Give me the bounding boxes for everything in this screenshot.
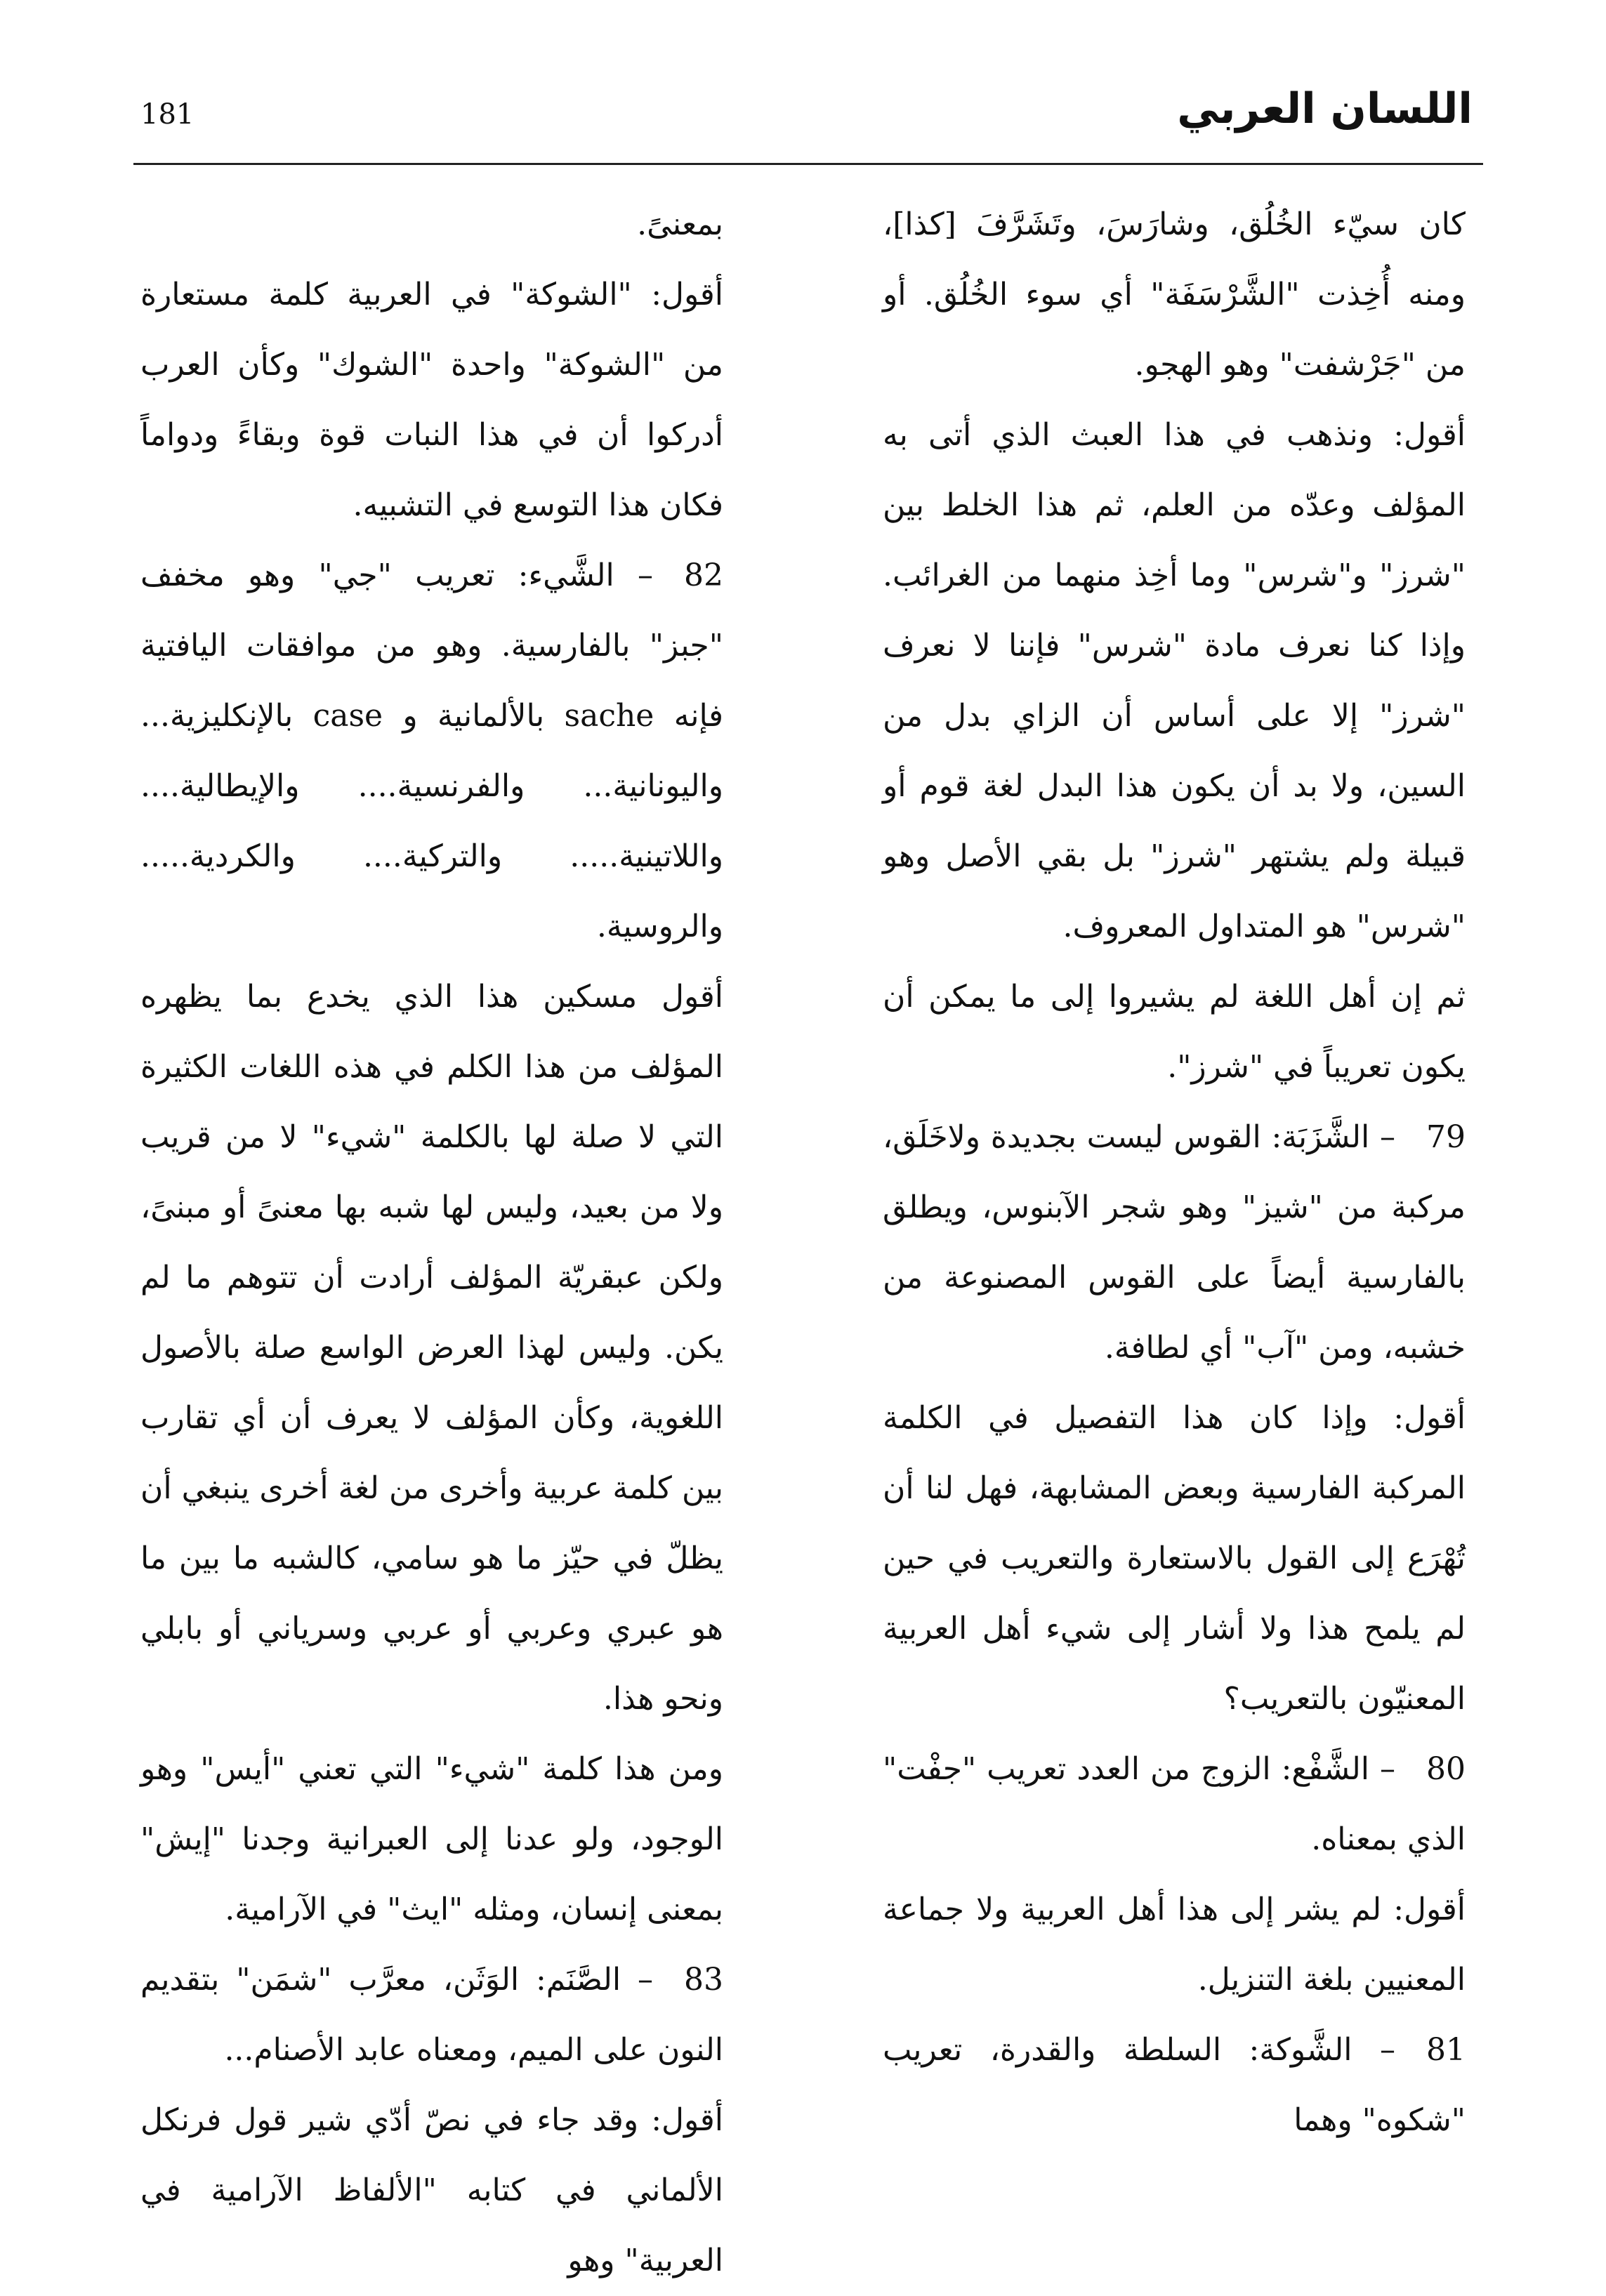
paragraph: كان سيّء الخُلُق، وشارَسَ، وتَشَرَّفَ [كذا]، ومنه أُخِذت "الشَّرْسَفَة" أي سوء الخُلُق. أو من "جَرْشفت" وهو الهجو. — [883, 206, 1466, 383]
entry-text: – الشَّفْع: الزوج من العدد تعريب "جفْت" الذي بمعناه. — [883, 1751, 1466, 1857]
paragraph: ومن هذا كلمة "شيء" التي تعني "أيس" وهو الوجود، ولو عدنا إلى العبرانية وجدنا "إيش" بمعنى إنسان، ومثله "ايث" في الآرامية. — [140, 1751, 723, 1927]
left-column — [140, 190, 723, 2296]
paragraph: أقول: وقد جاء في نصّ أدّي شير قول فرنكل الألماني في كتابه "الألفاظ الآرامية في العربية" وهو — [140, 2102, 723, 2278]
entry-text: – الشَّوكة: السلطة والقدرة، تعريب "شكوه" وهما — [883, 2032, 1466, 2138]
page-number: 181 — [140, 98, 195, 131]
lexicon-entry — [883, 2015, 1466, 2156]
entry-text: – الشَّزَبَة: القوس ليست بجديدة ولاخَلَق، مركبة من "شيز" وهو شجر الآبنوس، ويطلق بالفارسية أيضاً على القوس المصنوعة من خشبه، ومن "آب" أي لطافة. — [883, 1119, 1466, 1366]
entry-number: 81 — [1426, 2032, 1466, 2068]
paragraph: بمعنىً. — [637, 206, 723, 242]
paragraph: أقول مسكين هذا الذي يخدع بما يظهره المؤلف من هذا الكلم في هذه اللغات الكثيرة التي لا صلة لها بالكلمة "شيء" لا من قريب ولا من بعيد، وليس لها شبه بها معنىً أو مبنىً، ولكن عبقريّة المؤلف أرادت أن تتوهم ما لم يكن. وليس لهذا العرض الواسع صلة بالأصول اللغوية، وكأن المؤلف لا يعرف أن أي تقارب بين كلمة عربية وأخرى من لغة أخرى ينبغي أن يظلّ في حيّز ما هو سامي، كالشبه ما بين ما هو عبري وعربي أو عربي وسرياني أو بابلي ونحو هذا. — [140, 979, 723, 1717]
entry-number: 83 — [684, 1962, 723, 1998]
paragraph: أقول: وإذا كان هذا التفصيل في الكلمة المركبة الفارسية وبعض المشابهة، فهل لنا أن تُهْرَع إلى القول بالاستعارة والتعريب في حين لم يلمح هذا ولا أشار إلى شيء أهل العربية المعنيّون بالتعريب؟ — [883, 1400, 1466, 1717]
lexicon-entry — [883, 1734, 1466, 1875]
entry-text: – الصَّنَم: الوَثَن، معرَّب "شمَن" بتقديم النون على الميم، ومعناه عابد الأصنام... — [140, 1962, 723, 2068]
paragraph: ثم إن أهل اللغة لم يشيروا إلى ما يمكن أن يكون تعريباً في "شرز". — [883, 979, 1466, 1085]
lexicon-entry — [140, 1945, 723, 2085]
right-column — [883, 190, 1466, 2156]
paragraph: أقول: ونذهب في هذا العبث الذي أتى به المؤلف وعدّه من العلم، ثم هذا الخلط بين "شرز" و"شرس" وما أخِذ منهما من الغرائب. وإذا كنا نعرف مادة "شرس" فإننا لا نعرف "شرز" إلا على أساس أن الزاي بدل من السين، ولا بد أن يكون هذا البدل لغة قوم أو قبيلة ولم يشتهر "شرز" بل بقي الأصل وهو "شرس" هو المتداول المعروف. — [883, 417, 1466, 944]
lexicon-entry — [140, 541, 723, 962]
paragraph: أقول: لم يشر إلى هذا أهل العربية ولا جماعة المعنيين بلغة التنزيل. — [883, 1892, 1466, 1998]
entry-number: 80 — [1426, 1751, 1466, 1787]
header-rule — [133, 163, 1483, 165]
paragraph: أقول: "الشوكة" في العربية كلمة مستعارة من "الشوكة" واحدة "الشوك" وكأن العرب أدركوا أن في هذا النبات قوة وبقاءً ودواماً فكان هذا التوسع في التشبيه. — [140, 277, 723, 523]
entry-number: 79 — [1426, 1119, 1466, 1155]
entry-text: – الشَّيء: تعريب "جي" وهو مخفف "جبز" بالفارسية. وهو من موافقات اليافتية فإنه sache بالألمانية و case بالإنكليزية... واليونانية... والفرنسية.... والإيطالية.... واللاتينية..... والتركية.... والكردية..... والروسية. — [140, 557, 723, 944]
entry-number: 82 — [684, 557, 723, 593]
lexicon-entry — [883, 1102, 1466, 1383]
journal-title: اللسان العربي — [1177, 84, 1473, 133]
